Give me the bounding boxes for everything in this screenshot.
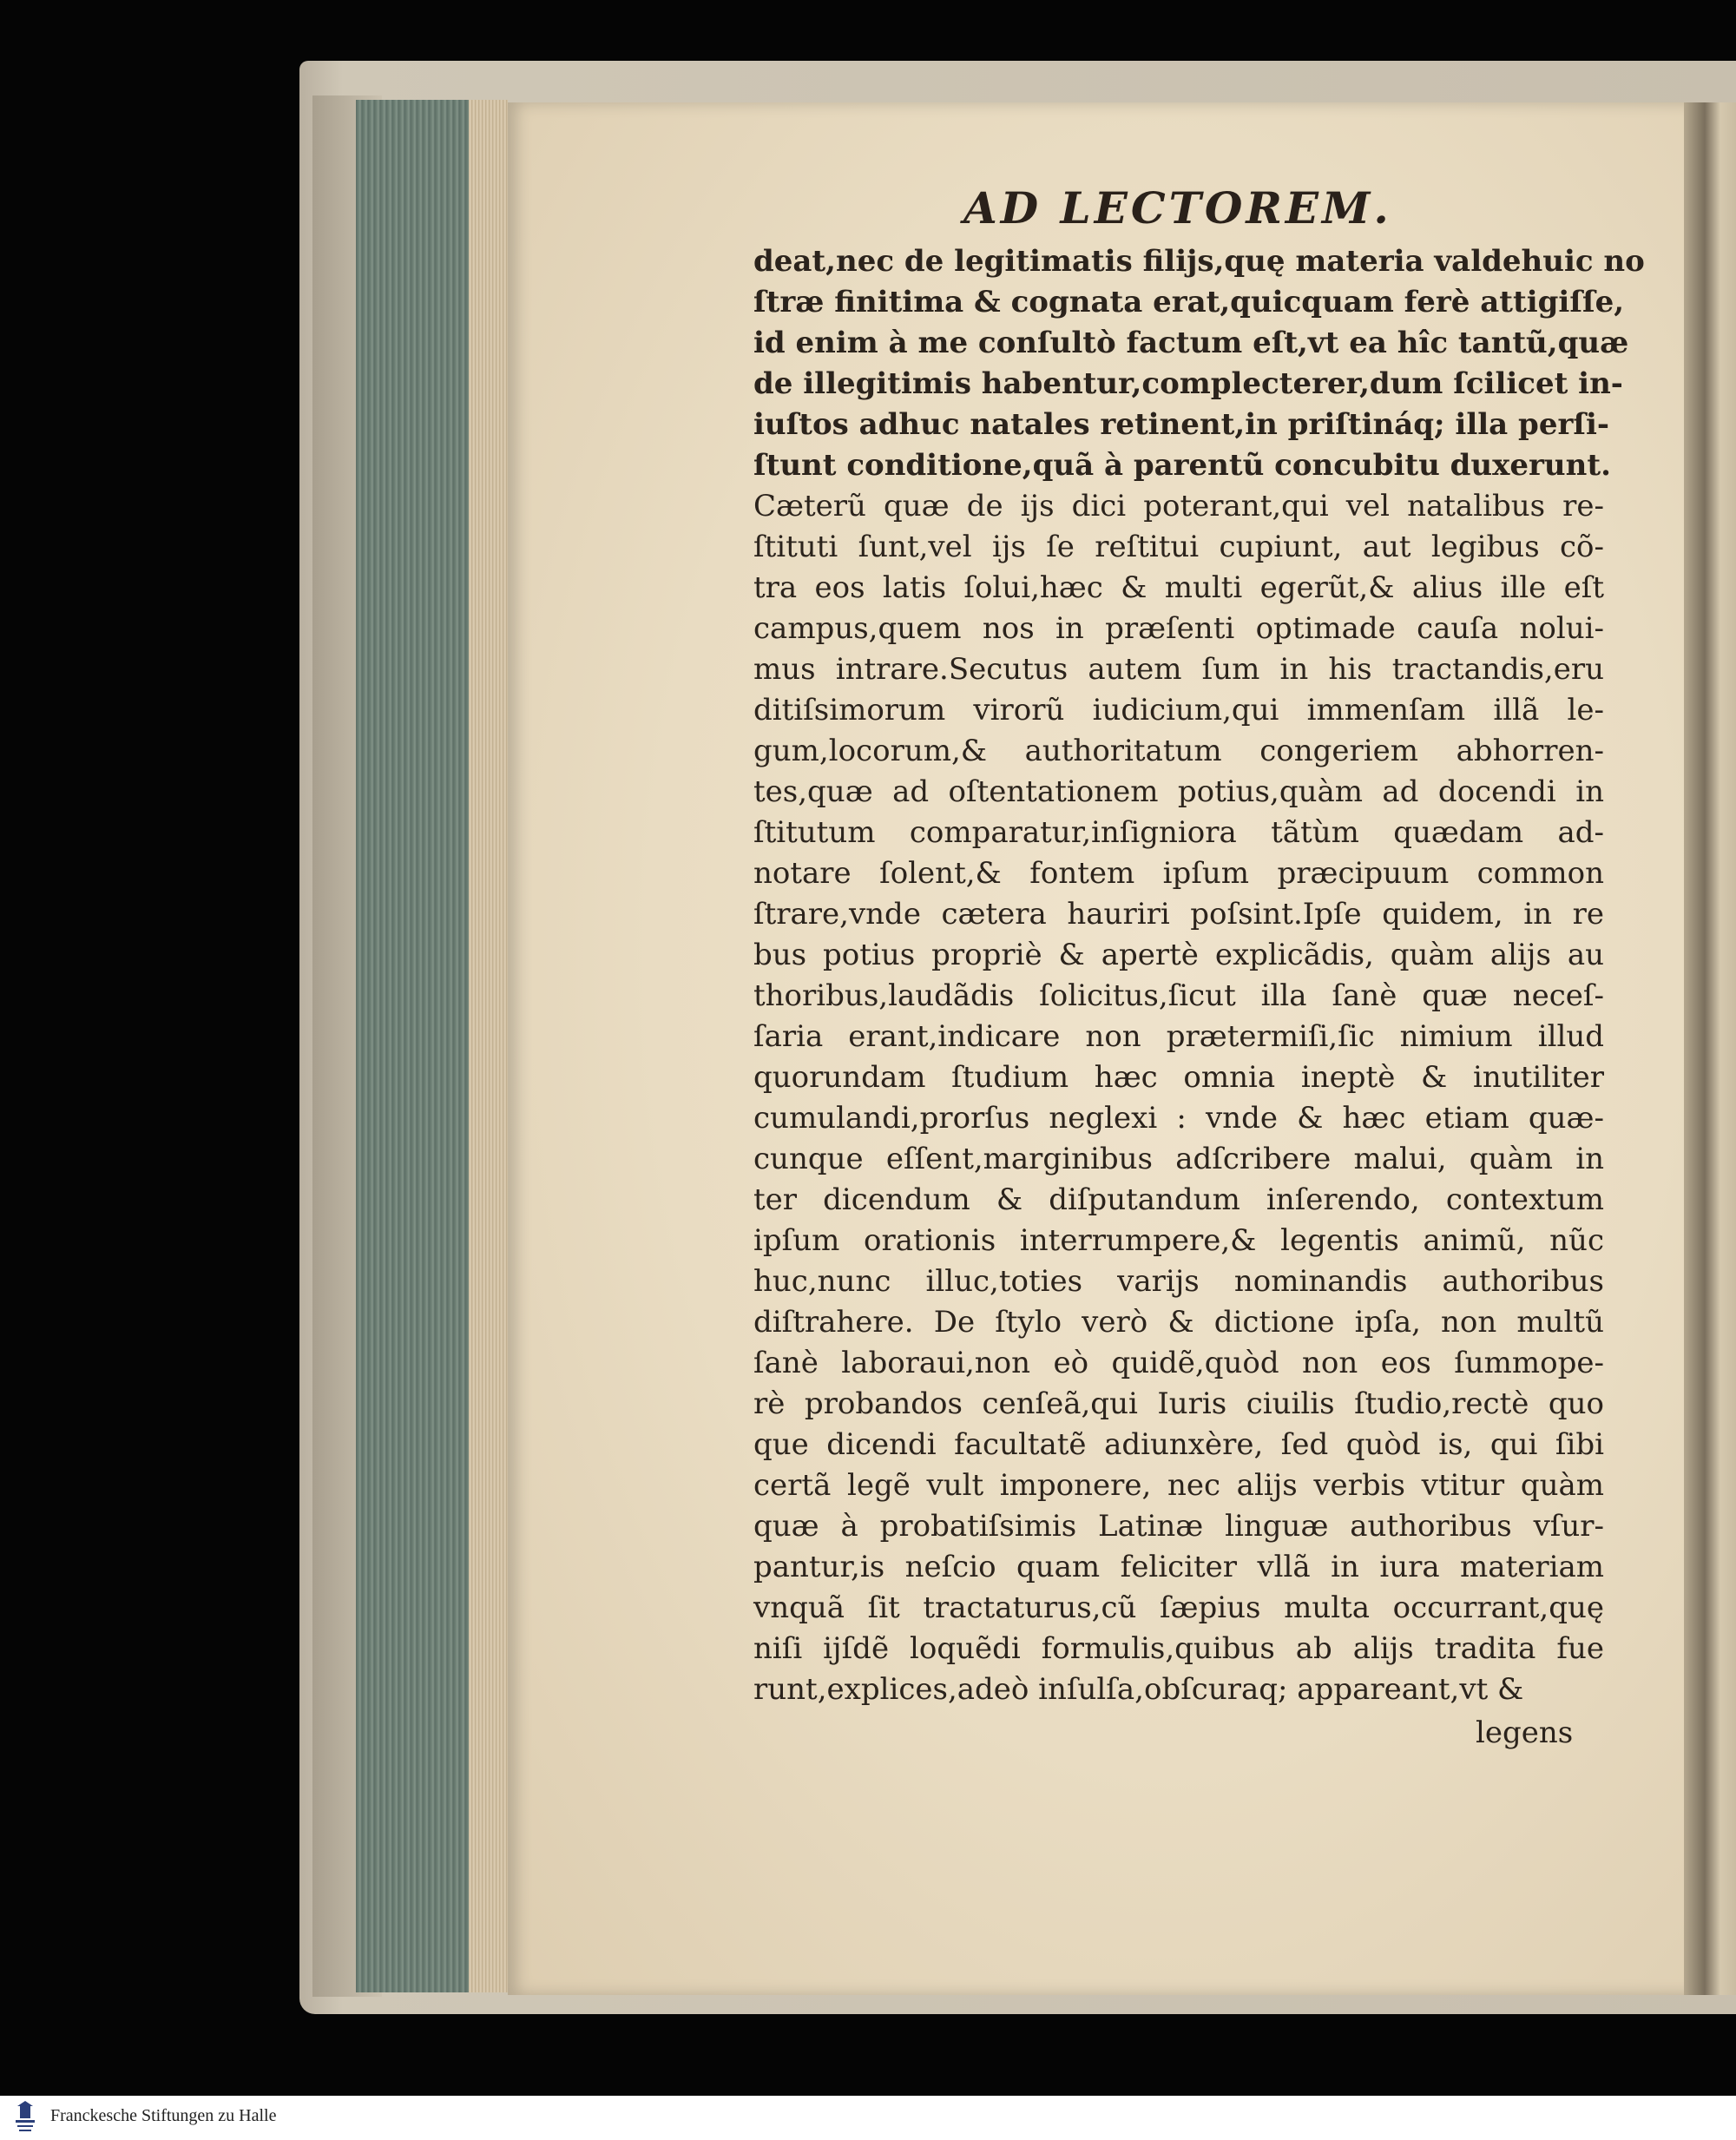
text-line: ditiſsimorum virorũ iudicium,qui immenſam illã le-: [753, 693, 1604, 728]
text-line: deat,nec de legitimatis filijs,quę materia valdehuic no: [753, 244, 1645, 279]
text-line: cunque eſſent,marginibus adſcribere malui, quàm in: [753, 1142, 1604, 1176]
body-text: [753, 241, 1645, 1710]
text-line: niſi ijſdẽ loquẽdi formulis,quibus ab alijs tradita fue: [753, 1631, 1604, 1666]
text-line: mus intrare.Secutus autem ſum in his tractandis,eru: [753, 652, 1604, 687]
text-line: tes,quæ ad oſtentationem potius,quàm ad docendi in: [753, 774, 1604, 809]
text-line: vnquã ſit tractaturus,cũ ſæpius multa occurrant,quę: [753, 1590, 1604, 1625]
text-line: campus,quem nos in præſenti optimade cauſa nolui-: [753, 611, 1604, 646]
text-line: ter dicendum & diſputandum inſerendo, contextum: [753, 1182, 1604, 1217]
text-line: Cæterũ quæ de ijs dici poterant,qui vel natalibus re-: [753, 489, 1604, 523]
text-line: certã legẽ vult imponere, nec alijs verbis vtitur quàm: [753, 1468, 1604, 1503]
text-line: quæ à probatiſsimis Latinæ linguæ authoribus vſur-: [753, 1509, 1604, 1544]
page-leaf-edges: [469, 100, 508, 1992]
text-line: rè probandos cenſeã,qui Iuris ciuilis ſtudio,rectè quo: [753, 1386, 1604, 1421]
text-line: ſtræ finitima & cognata erat,quicquam ferè attigiſſe,: [753, 285, 1625, 319]
text-line: ſtituti ſunt,vel ijs ſe reſtitui cupiunt, aut legibus cõ-: [753, 530, 1604, 564]
institution-logo-icon: [12, 2101, 38, 2134]
text-line: de illegitimis habentur,complecterer,dum ſcilicet in-: [753, 366, 1623, 401]
text-line: notare ſolent,& fontem ipſum præcipuum common: [753, 856, 1604, 891]
text-line: ſanè laboraui,non eò quidẽ,quòd non eos ſummope-: [753, 1346, 1604, 1380]
text-line: quorundam ſtudium hæc omnia ineptè & inutiliter: [753, 1060, 1604, 1095]
text-line: id enim à me conſultò factum eſt,vt ea hîc tantũ,quæ: [753, 326, 1629, 360]
text-line: ſtrare,vnde cætera hauriri poſsint.Ipſe quidem, in re: [753, 897, 1604, 932]
text-line: diſtrahere. De ſtylo verò & dictione ipſa, non multũ: [753, 1305, 1604, 1340]
text-line: gum,locorum,& authoritatum congeriem abhorren-: [753, 734, 1604, 768]
text-line: ſtitutum comparatur,inſigniora tãtùm quædam ad-: [753, 815, 1604, 850]
text-line: thoribus,laudãdis ſolicitus,ſicut illa ſanè quæ neceſ-: [753, 978, 1604, 1013]
text-line: pantur,is neſcio quam feliciter vllã in iura materiam: [753, 1550, 1604, 1584]
text-line: ſaria erant,indicare non prætermiſi,ſic nimium illud: [753, 1019, 1604, 1054]
text-line: cumulandi,prorſus neglexi : vnde & hæc etiam quæ-: [753, 1101, 1604, 1136]
text-line: huc,nunc illuc,toties varijs nominandis authoribus: [753, 1264, 1604, 1299]
text-line: ipſum orationis interrumpere,& legentis animũ, nũc: [753, 1223, 1604, 1258]
text-line: runt,explices,adeò inſulſa,obſcuraq; appareant,vt &: [753, 1672, 1524, 1707]
text-line: ſtunt conditione,quã à parentũ concubitu duxerunt.: [753, 448, 1611, 483]
footer-institution-name: Franckesche Stiftungen zu Halle: [50, 2106, 277, 2125]
text-line: bus potius propriè & apertè explicãdis, quàm alijs au: [753, 938, 1604, 972]
running-head: AD LECTOREM.: [963, 182, 1392, 234]
text-line: que dicendi facultatẽ adiunxère, ſed quòd is, qui ſibi: [753, 1427, 1604, 1462]
footer-bar: [0, 2096, 1736, 2140]
text-line: tra eos latis ſolui,hæc & multi egerũt,& alius ille eſt: [753, 570, 1604, 605]
catchword: legens: [1476, 1715, 1574, 1750]
text-line: iuſtos adhuc natales retinent,in priſtináq; illa perſi-: [753, 407, 1610, 442]
facing-page-gutter: [1684, 102, 1736, 1995]
